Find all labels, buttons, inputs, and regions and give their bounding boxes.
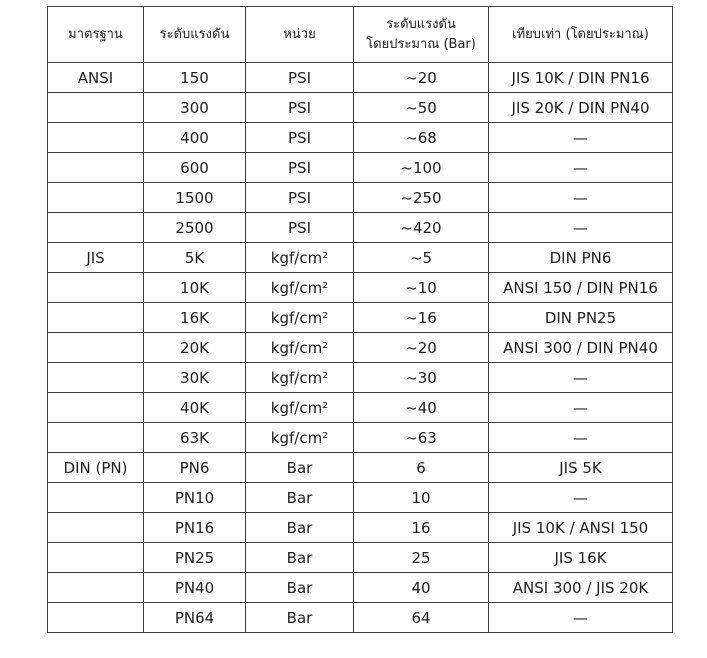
table-row (48, 273, 673, 303)
cell-pressure-class: PN64 (144, 603, 246, 633)
cell-pressure-class: 300 (144, 93, 246, 123)
cell-equivalent: ANSI 150 / DIN PN16 (489, 273, 673, 303)
header-approx-bar-line1: ระดับแรงดัน (386, 16, 456, 32)
cell-pressure-class: 10K (144, 273, 246, 303)
cell-standard (48, 183, 144, 213)
table-row (48, 93, 673, 123)
cell-pressure-class: 600 (144, 153, 246, 183)
cell-standard (48, 123, 144, 153)
cell-equivalent: JIS 20K / DIN PN40 (489, 93, 673, 123)
cell-equivalent: JIS 10K / DIN PN16 (489, 63, 673, 93)
cell-approx-bar: 10 (354, 483, 489, 513)
cell-standard (48, 543, 144, 573)
table-row (48, 603, 673, 633)
cell-approx-bar: 16 (354, 513, 489, 543)
table-row (48, 483, 673, 513)
cell-standard (48, 303, 144, 333)
table-row (48, 303, 673, 333)
cell-approx-bar: 40 (354, 573, 489, 603)
cell-approx-bar: ~30 (354, 363, 489, 393)
cell-equivalent: — (489, 423, 673, 453)
cell-pressure-class: PN16 (144, 513, 246, 543)
table-row (48, 423, 673, 453)
table-row (48, 513, 673, 543)
cell-standard (48, 93, 144, 123)
cell-standard (48, 483, 144, 513)
cell-unit: PSI (246, 213, 354, 243)
cell-standard: DIN (PN) (48, 453, 144, 483)
cell-standard: JIS (48, 243, 144, 273)
table-row (48, 573, 673, 603)
cell-standard (48, 573, 144, 603)
cell-approx-bar: ~250 (354, 183, 489, 213)
table-row (48, 393, 673, 423)
header-row (48, 7, 673, 63)
header-standard: มาตรฐาน (48, 7, 144, 63)
cell-standard (48, 513, 144, 543)
cell-standard (48, 423, 144, 453)
cell-unit: Bar (246, 453, 354, 483)
table-row (48, 543, 673, 573)
cell-pressure-class: 400 (144, 123, 246, 153)
table-row (48, 123, 673, 153)
table-body (48, 63, 673, 633)
cell-standard (48, 603, 144, 633)
cell-pressure-class: 40K (144, 393, 246, 423)
cell-unit: PSI (246, 93, 354, 123)
cell-approx-bar: 6 (354, 453, 489, 483)
header-approx-bar (354, 7, 489, 63)
cell-standard (48, 393, 144, 423)
cell-standard (48, 363, 144, 393)
cell-pressure-class: 5K (144, 243, 246, 273)
table-row (48, 333, 673, 363)
cell-unit: kgf/cm² (246, 333, 354, 363)
cell-unit: kgf/cm² (246, 363, 354, 393)
cell-approx-bar: ~100 (354, 153, 489, 183)
cell-approx-bar: ~40 (354, 393, 489, 423)
cell-unit: PSI (246, 183, 354, 213)
cell-approx-bar: 64 (354, 603, 489, 633)
cell-unit: kgf/cm² (246, 303, 354, 333)
cell-equivalent: — (489, 393, 673, 423)
pressure-rating-table (47, 6, 673, 633)
cell-pressure-class: PN25 (144, 543, 246, 573)
cell-equivalent: JIS 10K / ANSI 150 (489, 513, 673, 543)
cell-approx-bar: ~68 (354, 123, 489, 153)
table-row (48, 453, 673, 483)
cell-equivalent: — (489, 153, 673, 183)
cell-equivalent: — (489, 213, 673, 243)
header-pressure-class: ระดับแรงดัน (144, 7, 246, 63)
cell-equivalent: JIS 5K (489, 453, 673, 483)
cell-approx-bar: ~5 (354, 243, 489, 273)
cell-unit: Bar (246, 573, 354, 603)
table-row (48, 363, 673, 393)
cell-equivalent: DIN PN6 (489, 243, 673, 273)
cell-equivalent: — (489, 123, 673, 153)
cell-standard (48, 153, 144, 183)
cell-equivalent: — (489, 483, 673, 513)
table-row (48, 63, 673, 93)
cell-unit: PSI (246, 63, 354, 93)
cell-approx-bar: ~63 (354, 423, 489, 453)
cell-pressure-class: 30K (144, 363, 246, 393)
cell-unit: kgf/cm² (246, 423, 354, 453)
cell-pressure-class: 63K (144, 423, 246, 453)
cell-unit: kgf/cm² (246, 243, 354, 273)
cell-pressure-class: 1500 (144, 183, 246, 213)
cell-unit: PSI (246, 123, 354, 153)
cell-approx-bar: ~16 (354, 303, 489, 333)
cell-equivalent: — (489, 603, 673, 633)
cell-approx-bar: ~50 (354, 93, 489, 123)
cell-pressure-class: PN40 (144, 573, 246, 603)
cell-approx-bar: ~10 (354, 273, 489, 303)
cell-unit: Bar (246, 543, 354, 573)
table-row (48, 183, 673, 213)
header-approx-bar-line2: โดยประมาณ (Bar) (366, 36, 476, 52)
cell-pressure-class: PN10 (144, 483, 246, 513)
cell-unit: PSI (246, 153, 354, 183)
cell-equivalent: — (489, 363, 673, 393)
cell-equivalent: ANSI 300 / DIN PN40 (489, 333, 673, 363)
cell-pressure-class: 150 (144, 63, 246, 93)
cell-unit: Bar (246, 513, 354, 543)
cell-equivalent: JIS 16K (489, 543, 673, 573)
cell-unit: Bar (246, 603, 354, 633)
cell-equivalent: — (489, 183, 673, 213)
header-unit: หน่วย (246, 7, 354, 63)
cell-pressure-class: 16K (144, 303, 246, 333)
table-header (48, 7, 673, 63)
cell-unit: kgf/cm² (246, 273, 354, 303)
cell-equivalent: DIN PN25 (489, 303, 673, 333)
cell-unit: Bar (246, 483, 354, 513)
cell-approx-bar: ~420 (354, 213, 489, 243)
cell-pressure-class: 20K (144, 333, 246, 363)
table-row (48, 213, 673, 243)
header-equivalent: เทียบเท่า (โดยประมาณ) (489, 7, 673, 63)
cell-pressure-class: 2500 (144, 213, 246, 243)
cell-approx-bar: ~20 (354, 333, 489, 363)
table-row (48, 153, 673, 183)
cell-approx-bar: ~20 (354, 63, 489, 93)
cell-standard (48, 213, 144, 243)
cell-unit: kgf/cm² (246, 393, 354, 423)
cell-approx-bar: 25 (354, 543, 489, 573)
cell-equivalent: ANSI 300 / JIS 20K (489, 573, 673, 603)
cell-pressure-class: PN6 (144, 453, 246, 483)
cell-standard (48, 273, 144, 303)
cell-standard: ANSI (48, 63, 144, 93)
table-row (48, 243, 673, 273)
cell-standard (48, 333, 144, 363)
